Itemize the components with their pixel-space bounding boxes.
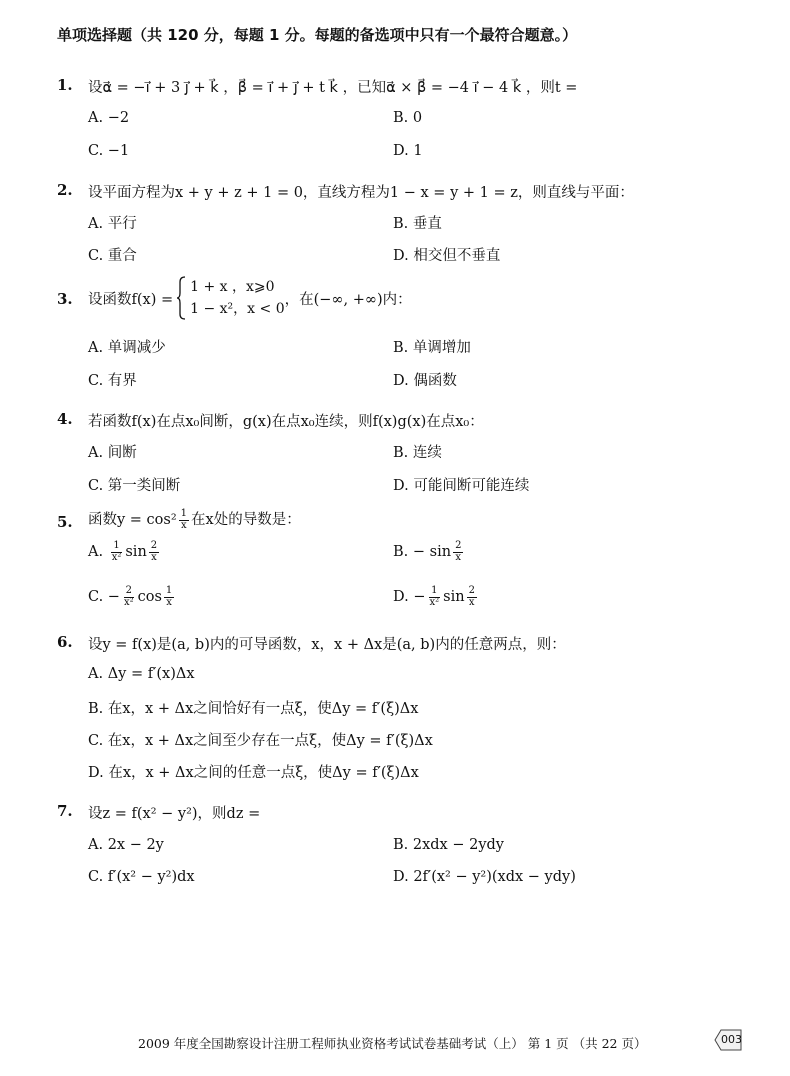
question-3-option-c: C. 有界	[88, 373, 137, 389]
function-name: − sin	[412, 544, 452, 560]
page-footer: 2009 年度全国勘察设计注册工程师执业资格考试试卷基础考试（上） 第 1 页 （共 22 页）	[138, 1036, 647, 1051]
denominator: x	[166, 596, 172, 608]
denominator: x²	[111, 551, 122, 563]
question-1-option-c: C. −1	[88, 143, 130, 159]
question-3-piece-1: 1 + x ，x⩾0	[190, 279, 275, 295]
question-5-number: 5.	[57, 513, 73, 531]
question-6-option-b: B. 在x，x + Δx之间恰好有一点ξ，使Δy = f′(ξ)Δx	[88, 701, 419, 717]
numerator: 2	[455, 540, 462, 551]
question-5-stem	[88, 508, 301, 531]
question-4-option-a: A. 间断	[88, 445, 137, 461]
numerator: 2	[125, 585, 132, 596]
denominator: x²	[123, 596, 134, 608]
question-7-option-a: A. 2x − 2y	[88, 837, 164, 853]
denominator: x	[181, 519, 187, 531]
question-3-stem	[88, 276, 412, 321]
left-brace-icon	[176, 276, 186, 320]
question-4-option-c: C. 第一类间断	[88, 478, 181, 494]
question-5-option-a	[88, 541, 161, 563]
question-2-option-b: B. 垂直	[393, 216, 442, 232]
numerator: 2	[468, 585, 475, 596]
question-3-stem-prefix: 设函数f(x) =	[88, 291, 174, 308]
fraction	[149, 541, 159, 563]
denominator: x	[468, 596, 475, 608]
question-5-stem-prefix: 函数y = cos²	[88, 512, 177, 528]
question-1-option-b: B. 0	[393, 110, 423, 126]
question-1-stem: 设α⃗ = −i⃗ + 3 j⃗ + k⃗ ，β⃗ = i⃗ + j⃗ + t k⃗ ，已知α⃗ × β⃗ = −4 i⃗ − 4 k⃗ ，则t =	[88, 80, 578, 96]
fraction	[427, 586, 441, 608]
function-name: cos	[137, 589, 162, 605]
page-badge-number: 003	[721, 1033, 742, 1046]
question-3-option-d: D. 偶函数	[393, 373, 457, 389]
question-2-stem: 设平面方程为x + y + z + 1 = 0，直线方程为1 − x = y + 1 = z，则直线与平面：	[88, 185, 634, 201]
sign: −	[107, 589, 120, 605]
question-2-option-c: C. 重合	[88, 248, 137, 264]
question-5-option-b	[393, 541, 465, 563]
sign: −	[413, 589, 426, 605]
numerator: 1	[431, 585, 438, 596]
question-6-stem: 设y = f(x)是(a, b)内的可导函数，x，x + Δx是(a, b)内的任意两点，则：	[88, 637, 566, 653]
question-2-option-d: D. 相交但不垂直	[393, 248, 501, 264]
numerator: 1	[113, 540, 120, 551]
question-6-option-d: D. 在x，x + Δx之间的任意一点ξ，使Δy = f′(ξ)Δx	[88, 765, 419, 781]
question-2-option-a: A. 平行	[88, 216, 137, 232]
denominator: x²	[429, 596, 440, 608]
question-6-option-a: A. Δy = f′(x)Δx	[88, 666, 195, 682]
question-5-stem-suffix: 在x处的导数是：	[191, 512, 301, 528]
question-5-option-c	[88, 586, 176, 608]
question-1-option-a: A. −2	[88, 110, 130, 126]
question-1-number: 1.	[57, 76, 73, 94]
question-4-option-d: D. 可能间断可能连续	[393, 478, 530, 494]
question-3-option-a: A. 单调减少	[88, 340, 166, 356]
numerator: 2	[150, 540, 158, 551]
fraction	[467, 586, 477, 608]
fraction	[122, 586, 136, 608]
question-5-option-d	[393, 586, 479, 608]
denominator: x	[151, 551, 157, 563]
question-4-option-b: B. 连续	[393, 445, 442, 461]
page-number-badge	[714, 1028, 742, 1052]
fraction	[110, 541, 124, 563]
question-7-stem: 设z = f(x² − y²)，则dz =	[88, 806, 261, 822]
denominator: x	[455, 551, 462, 563]
option-label: C.	[88, 589, 104, 605]
question-7-option-d: D. 2f′(x² − y²)(xdx − ydy)	[393, 869, 576, 885]
fraction	[453, 541, 463, 563]
fraction	[164, 586, 174, 608]
option-label: A.	[88, 544, 104, 560]
question-3-stem-suffix: ，在(−∞, +∞)内：	[284, 291, 412, 308]
question-4-number: 4.	[57, 410, 73, 428]
function-name: sin	[443, 589, 465, 605]
question-7-number: 7.	[57, 802, 73, 820]
question-3-option-b: B. 单调增加	[393, 340, 471, 356]
question-7-option-c: C. f′(x² − y²)dx	[88, 869, 195, 885]
question-2-number: 2.	[57, 181, 73, 199]
question-6-option-c: C. 在x，x + Δx之间至少存在一点ξ，使Δy = f′(ξ)Δx	[88, 733, 433, 749]
question-7-option-b: B. 2xdx − 2ydy	[393, 837, 504, 853]
numerator: 1	[165, 585, 173, 596]
section-header: 单项选择题（共 120 分，每题 1 分。每题的备选项中只有一个最符合题意。）	[57, 26, 578, 44]
numerator: 1	[180, 508, 188, 519]
question-3-piece-2: 1 − x²，x < 0	[190, 301, 285, 318]
question-3-number: 3.	[57, 290, 73, 308]
question-4-stem: 若函数f(x)在点x₀间断，g(x)在点x₀连续，则f(x)g(x)在点x₀：	[88, 414, 484, 430]
option-label: B.	[393, 544, 409, 560]
fraction	[179, 509, 189, 531]
question-6-number: 6.	[57, 633, 73, 651]
option-label: D.	[393, 589, 409, 605]
function-name: sin	[125, 544, 147, 560]
question-1-option-d: D. 1	[393, 143, 423, 159]
